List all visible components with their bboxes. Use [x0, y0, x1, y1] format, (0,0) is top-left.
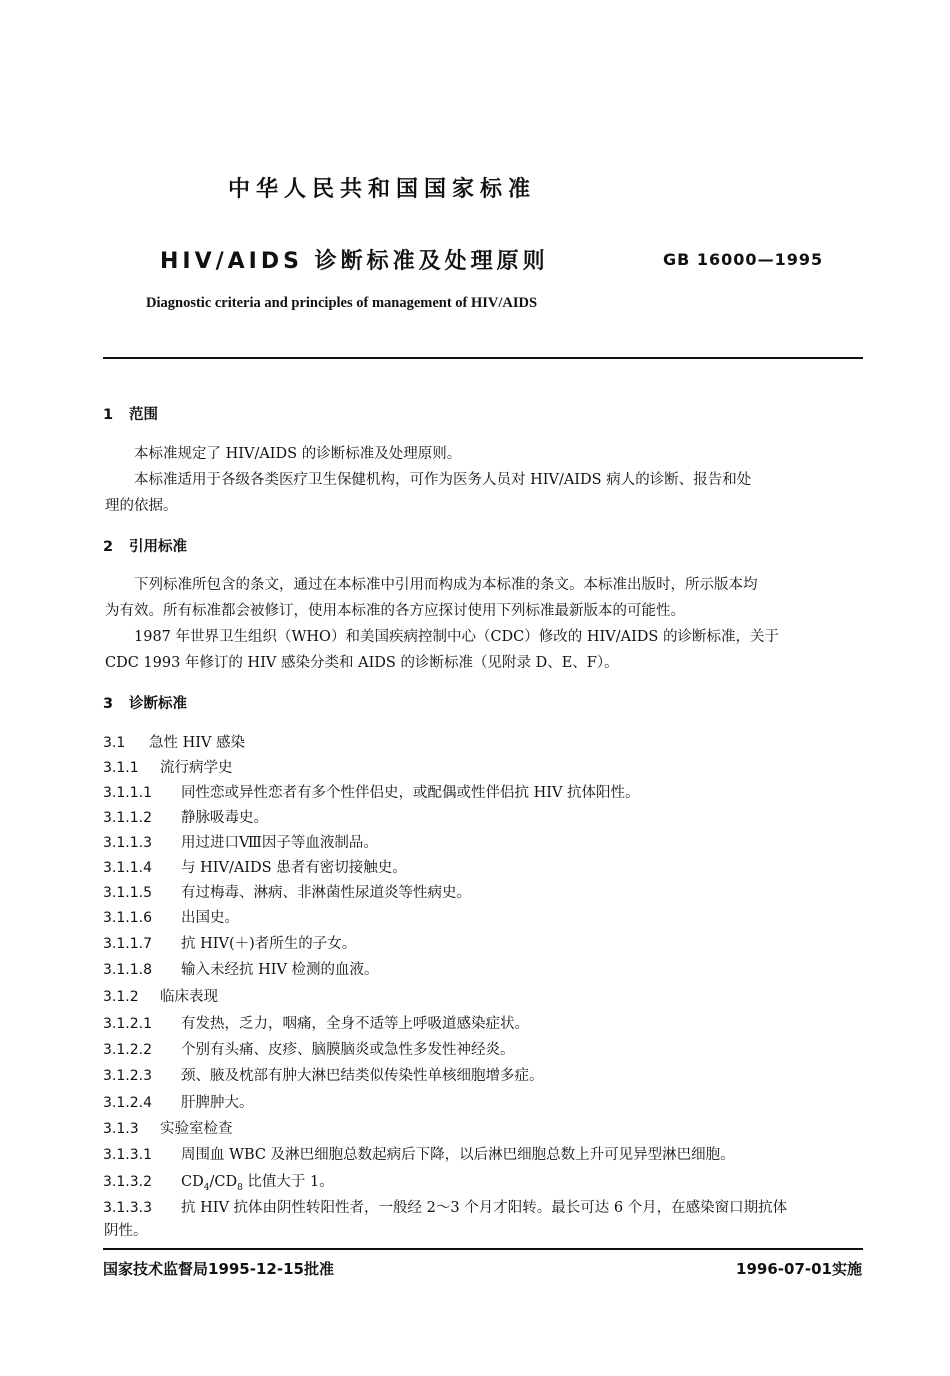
clause-3-1-2-1: 3.1.2.1 有发热，乏力，咽痛，全身不适等上呼吸道感染症状。 [103, 1016, 529, 1032]
section-1-para-1: 本标准规定了 HIV/AIDS 的诊断标准及处理原则。 [134, 446, 462, 462]
clause-3-1-1: 3.1.1 流行病学史 [103, 760, 233, 776]
clause-3-1-1-4: 3.1.1.4 与 HIV/AIDS 患者有密切接触史。 [103, 860, 407, 876]
header-divider [103, 357, 863, 359]
title-en: Diagnostic criteria and principles of management of HIV/AIDS [146, 295, 538, 311]
effective-date: 1996-07-01实施 [736, 1260, 862, 1278]
section-2-para-2-cont: CDC 1993 年修订的 HIV 感染分类和 AIDS 的诊断标准（见附录 D、E、F）。 [105, 655, 619, 671]
section-1-para-2: 本标准适用于各级各类医疗卫生保健机构，可作为医务人员对 HIV/AIDS 病人的诊断、报告和处 [134, 472, 752, 488]
clause-3-1-1-2: 3.1.1.2 静脉吸毒史。 [103, 810, 268, 826]
clause-3-1: 3.1 急性 HIV 感染 [103, 735, 246, 751]
clause-3-1-2-4: 3.1.2.4 肝脾肿大。 [103, 1095, 254, 1111]
clause-3-1-3-3-cont: 阴性。 [104, 1223, 148, 1239]
section-2-para-1-cont: 为有效。所有标准都会被修订，使用本标准的各方应探讨使用下列标准最新版本的可能性。 [105, 603, 685, 619]
clause-3-1-2-2: 3.1.2.2 个别有头痛、皮疹、脑膜脑炎或急性多发性神经炎。 [103, 1042, 515, 1058]
section-2-para-2: 1987 年世界卫生组织（WHO）和美国疾病控制中心（CDC）修改的 HIV/AIDS 的诊断标准，关于 [134, 629, 779, 645]
clause-3-1-3-3: 3.1.3.3 抗 HIV 抗体由阴性转阳性者，一般经 2～3 个月才阳转。最长可达 6 个月，在感染窗口期抗体 [103, 1200, 788, 1216]
clause-3-1-1-1: 3.1.1.1 同性恋或异性恋者有多个性伴侣史，或配偶或性伴侣抗 HIV 抗体阳性。 [103, 785, 640, 801]
clause-3-1-1-5: 3.1.1.5 有过梅毒、淋病、非淋菌性尿道炎等性病史。 [103, 885, 471, 901]
section-1-para-2-cont: 理的依据。 [105, 498, 178, 514]
clause-3-1-3: 3.1.3 实验室检查 [103, 1121, 233, 1137]
title-cn: HIV/AIDS 诊断标准及处理原则 [160, 249, 549, 274]
clause-3-1-1-7: 3.1.1.7 抗 HIV(＋)者所生的子女。 [103, 936, 357, 952]
clause-3-1-3-1: 3.1.3.1 周围血 WBC 及淋巴细胞总数起病后下降，以后淋巴细胞总数上升可见异型淋巴细胞。 [103, 1147, 735, 1163]
section-2-para-1: 下列标准所包含的条文，通过在本标准中引用而构成为本标准的条文。本标准出版时，所示版本均 [134, 577, 758, 593]
section-3-heading: 3 诊断标准 [103, 696, 187, 712]
footer-divider [103, 1248, 863, 1250]
clause-3-1-2-3: 3.1.2.3 颈、腋及枕部有肿大淋巴结类似传染性单核细胞增多症。 [103, 1068, 544, 1084]
standard-number: GB 16000—1995 [663, 250, 824, 269]
national-standard-heading: 中华人民共和国国家标准 [228, 177, 537, 202]
clause-3-1-1-8: 3.1.1.8 输入未经抗 HIV 检测的血液。 [103, 962, 379, 978]
clause-3-1-1-3: 3.1.1.3 用过进口Ⅷ因子等血液制品。 [103, 835, 378, 851]
section-2-heading: 2 引用标准 [103, 539, 187, 555]
cd-ratio: $CD_4/CD_8$ [181, 1174, 243, 1193]
clause-3-1-2: 3.1.2 临床表现 [103, 989, 218, 1005]
section-1-heading: 1 范围 [103, 407, 158, 423]
approval-date: 国家技术监督局1995-12-15批准 [103, 1260, 334, 1278]
clause-3-1-1-6: 3.1.1.6 出国史。 [103, 910, 239, 926]
document-title [160, 244, 549, 275]
clause-3-1-3-2: 3.1.3.2 $CD_4/CD_8$ 比值大于 1。 [103, 1174, 334, 1193]
